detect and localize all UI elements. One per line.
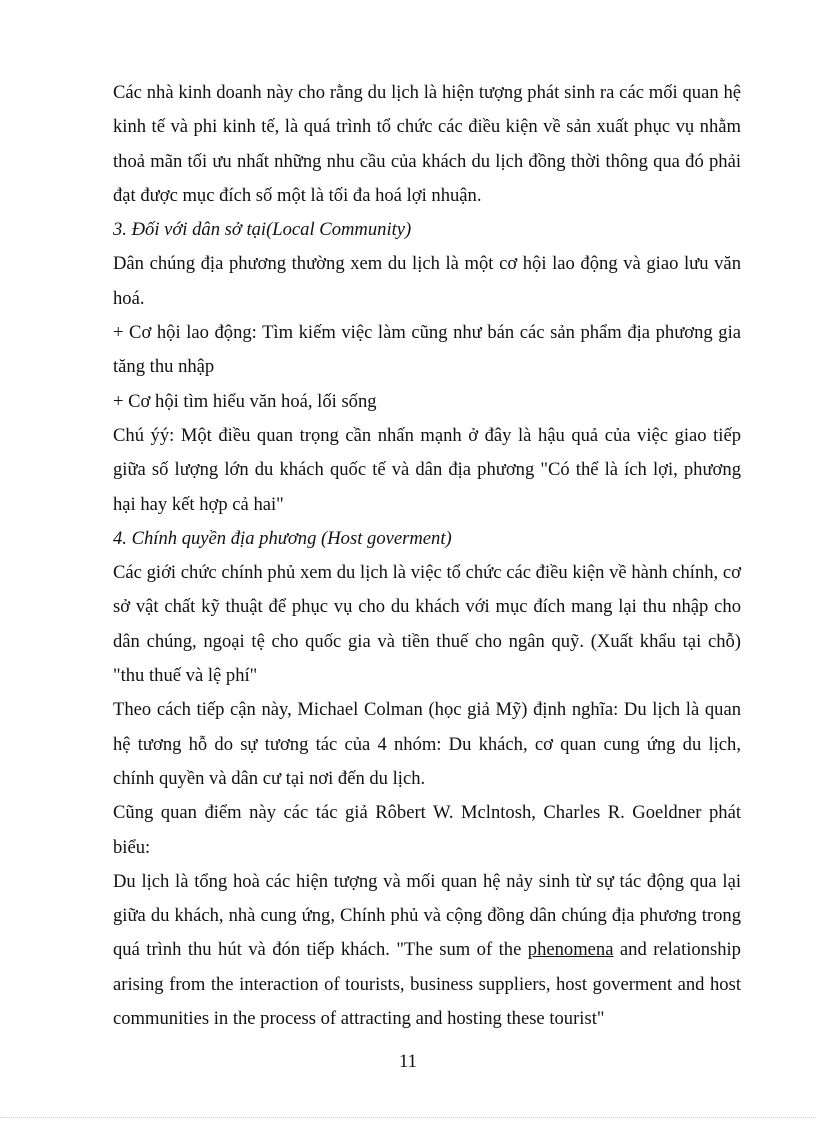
final-text-after: and relationship arising from the interaction of tourists, business suppliers, host goverment and host communities in the process of attracting and hosting these tourist" — [113, 939, 741, 1030]
page-number: 11 — [399, 1051, 417, 1072]
paragraph-final-definition — [113, 865, 741, 1036]
section-heading-local-community: 3. Đối với dân sở tại(Local Community) — [113, 219, 412, 241]
page-body — [113, 76, 741, 1036]
list-item-culture-opportunity: + Cơ hội tìm hiểu văn hoá, lối sống — [113, 390, 377, 412]
paragraph-business-view: Các nhà kinh doanh này cho rằng du lịch là hiện tượng phát sinh ra các mối quan hệ kinh tế và phi kinh tế, là quá trình tổ chức các điều kiện về sản xuất phục vụ nhằm thoả mãn tối ưu nhất những nhu cầu của khách du lịch đồng thời thông qua đó phải đạt được mục đích số một là tối đa hoá lợi nhuận. — [113, 82, 741, 206]
paragraph-note: Chú ýý: Một điều quan trọng cần nhấn mạnh ở đây là hậu quả của việc giao tiếp giữa số lượng lớn du khách quốc tế và dân địa phương "Có thể là ích lợi, phương hại hay kết hợp cả hai" — [113, 424, 741, 515]
final-text-before: Du lịch là tổng hoà các hiện tượng và mối quan hệ nảy sinh từ sự tác động qua lại giữa du khách, nhà cung ứng, Chính phủ và cộng đồng dân chúng địa phương trong quá trình thu hút và đón tiếp khách. "The sum of the — [113, 870, 741, 961]
paragraph-colman-definition: Theo cách tiếp cận này, Michael Colman (học giả Mỹ) định nghĩa: Du lịch là quan hệ tương hỗ do sự tương tác của 4 nhóm: Du khách, cơ quan cung ứng du lịch, chính quyền và dân cư tại nơi đến du lịch. — [113, 699, 741, 789]
section-heading-host-government: 4. Chính quyền địa phương (Host goverment) — [113, 527, 452, 549]
paragraph-local-view: Dân chúng địa phương thường xem du lịch là một cơ hội lao động và giao lưu văn hoá. — [113, 253, 741, 309]
paragraph-government-view: Các giới chức chính phủ xem du lịch là việc tổ chức các điều kiện về hành chính, cơ sở vật chất kỹ thuật để phục vụ cho du khách với mục đích mang lại thu nhập cho dân chúng, ngoại tệ cho quốc gia và tiền thuế cho ngân quỹ. (Xuất khẩu tại chỗ) "thu thuế và lệ phí" — [113, 562, 741, 687]
paragraph-mcintosh-intro: Cũng quan điểm này các tác giả Rôbert W. Mclntosh, Charles R. Goeldner phát biểu: — [113, 802, 741, 858]
underlined-term: phenomena — [527, 939, 614, 961]
list-item-labor-opportunity: + Cơ hội lao động: Tìm kiếm việc làm cũng như bán các sản phẩm địa phương gia tăng thu nhập — [113, 322, 741, 378]
page-edge-divider — [0, 1117, 816, 1118]
